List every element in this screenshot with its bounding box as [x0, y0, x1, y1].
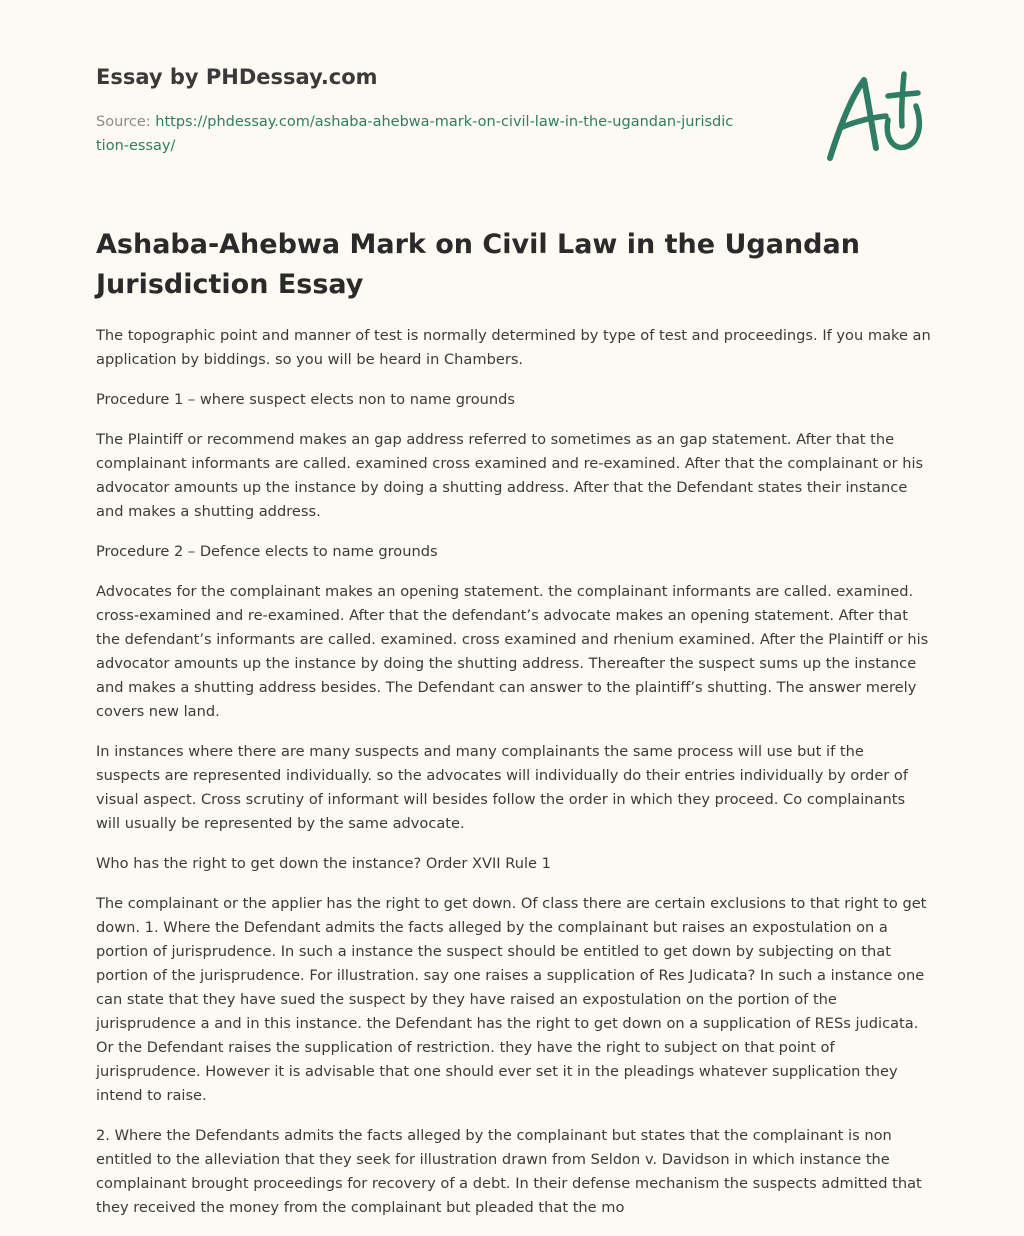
- essay-paragraph: 2. Where the Defendants admits the facts alleged by the complainant but states that the complainant is non entitled to the alleviation that they seek for illustration drawn from Seldon v. Davidson in which instance the complainant brought proceedings for recovery of a debt. In their defense mechanism the suspects admitted that they received the money from the complainant but pleaded that the mo: [96, 1127, 922, 1216]
- essay-paragraph: In instances where there are many suspects and many complainants the same process will use but if the suspects are represented individually. so the advocates will individually do their entries individually by order of visual aspect. Cross scrutiny of informant will besides follow the order in which they proceed. Co complainants will usually be represented by the same advocate.: [96, 743, 908, 832]
- essay-title: Ashaba-Ahebwa Mark on Civil Law in the Ugandan Jurisdiction Essay: [96, 229, 860, 300]
- essay-paragraph: Procedure 2 – Defence elects to name grounds: [96, 543, 438, 560]
- page-header: [96, 62, 930, 158]
- essay-paragraph: The Plaintiff or recommend makes an gap address referred to sometimes as an gap statement. After that the complainant informants are called. examined cross examined and re-examined. After that the complainant or his advocator amounts up the instance by doing a shutting address. After that the Defendant states their instance and makes a shutting address.: [96, 431, 924, 520]
- essay-paragraph: Who has the right to get down the instance? Order XVII Rule 1: [96, 855, 551, 872]
- source-label: Source:: [96, 114, 156, 130]
- essay-paragraph: Procedure 1 – where suspect elects non to name grounds: [96, 391, 515, 408]
- site-title: Essay by PHDessay.com: [96, 65, 378, 89]
- essay-paragraph: Advocates for the complainant makes an opening statement. the complainant informants are called. examined. cross-examined and re-examined. After that the defendant’s advocate makes an opening statement. After that the defendant’s informants are called. examined. cross examined and rhenium examined. After the Plaintiff or his advocator amounts up the instance by doing the shutting address. Thereafter the suspect sums up the instance and makes a shutting address besides. The Defendant can answer to the plaintiff’s shutting. The answer merely covers new land.: [96, 583, 929, 720]
- essay-paragraph: The topographic point and manner of test is normally determined by type of test and proceedings. If you make an application by biddings. so you will be heard in Chambers.: [96, 327, 931, 368]
- essay-paragraph: The complainant or the applier has the right to get down. Of class there are certain exclusions to that right to get down. 1. Where the Defendant admits the facts alleged by the complainant but raises an expostulation on a portion of jurisprudence. In such a instance the suspect should be entitled to get down by subjecting on that portion of the jurisprudence. For illustration. say one raises a supplication of Res Judicata? In such a instance one can state that they have sued the suspect by they have raised an expostulation on the portion of the jurisprudence a and in this instance. the Defendant has the right to get down on a supplication of RESs judicata. Or the Defendant raises the supplication of restriction. they have the right to subject on that point of jurisprudence. However it is advisable that one should ever set it in the pleadings whatever supplication they intend to raise.: [96, 895, 927, 1104]
- source-link[interactable]: https://phdessay.com/ashaba-ahebwa-mark-on-civil-law-in-the-ugandan-jurisdiction-essay/: [96, 114, 734, 154]
- a-plus-logo-icon: [822, 66, 932, 166]
- essay-body: [96, 324, 932, 1236]
- source-line: [96, 110, 736, 158]
